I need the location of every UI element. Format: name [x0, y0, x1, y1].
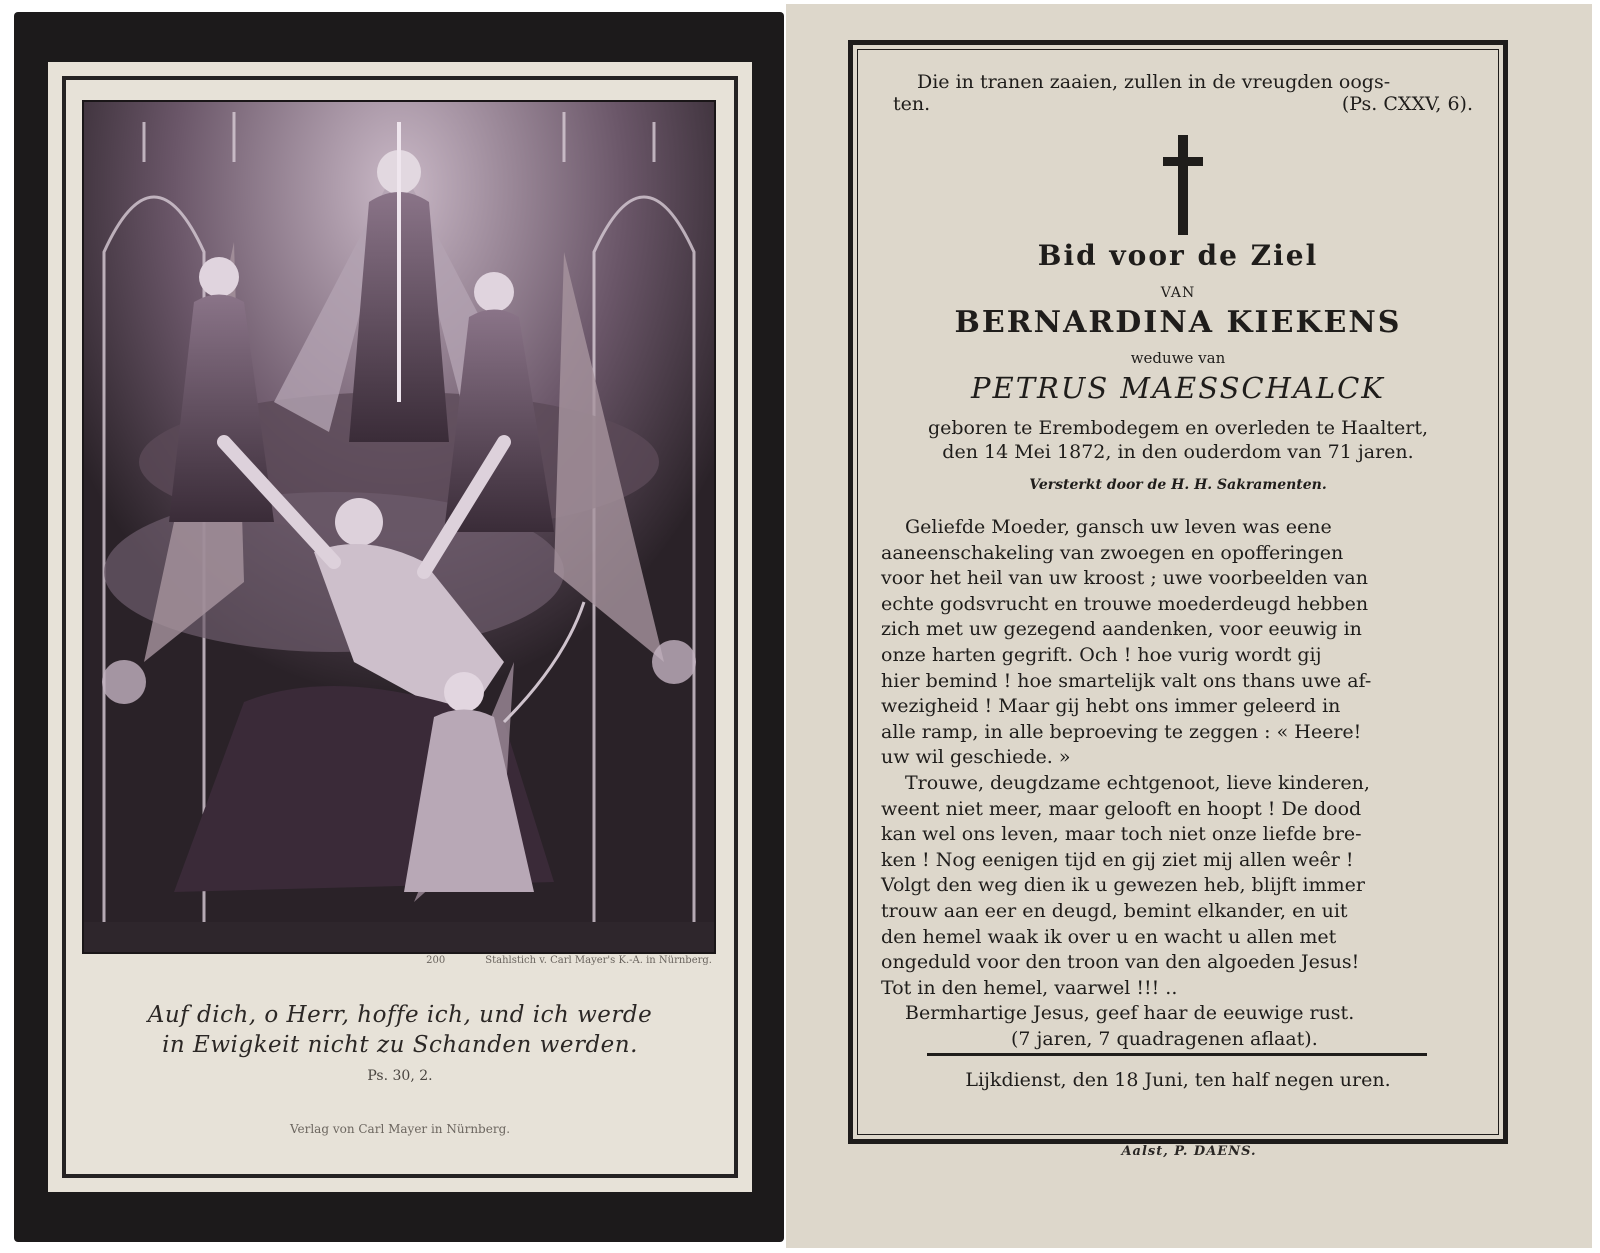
- eulogy-line: Tot in den hemel, vaarwel !!! ..: [881, 976, 1178, 999]
- eulogy-line: ongeduld voor den troon van den algoeden Jesus!: [881, 951, 1360, 974]
- engraving-number: 200: [426, 955, 446, 966]
- verse-line-2: in Ewigkeit nicht zu Schanden werden.: [162, 1032, 638, 1058]
- right-card-frame: [848, 40, 1508, 1144]
- eulogy-line: ken ! Nog eenigen tijd en gij ziet mij allen weêr !: [881, 848, 1354, 871]
- eulogy-line: trouw aan eer en deugd, bemint elkander, en uit: [881, 899, 1348, 922]
- widow-label: weduwe van: [1130, 349, 1226, 367]
- verse-reference: Ps. 30, 2.: [367, 1068, 433, 1084]
- eulogy-line: zich met uw gezegend aandenken, voor eeuwig in: [881, 618, 1362, 641]
- psalm-reference: (Ps. CXXV, 6).: [1341, 93, 1473, 115]
- engraving-illustration: [84, 102, 714, 952]
- psalm-quote-line-2: ten.: [893, 93, 931, 115]
- left-card: [14, 12, 784, 1242]
- eulogy-line: uw wil geschiede. »: [881, 746, 1071, 769]
- eulogy-line: alle ramp, in alle beproeving te zeggen : « Heere!: [881, 720, 1362, 743]
- eulogy-line: weent niet meer, maar gelooft en hoopt ! De dood: [881, 797, 1362, 820]
- right-card: [786, 4, 1592, 1248]
- birth-line-2: den 14 Mei 1872, in den ouderdom van 71 jaren.: [942, 441, 1414, 463]
- funeral-notice: Lijkdienst, den 18 Juni, ten half negen uren.: [965, 1069, 1391, 1091]
- separator-rule: [927, 1053, 1427, 1056]
- eulogy-line: echte godsvrucht en trouwe moederdeugd hebben: [881, 592, 1369, 615]
- left-card-paper: [48, 62, 752, 1192]
- left-publisher: Verlag von Carl Mayer in Nürnberg.: [289, 1122, 511, 1136]
- engraving-credit: [82, 955, 712, 966]
- psalm-quote-line-1: Die in tranen zaaien, zullen in de vreugden oogs-: [917, 71, 1391, 93]
- german-verse: [68, 1000, 732, 1060]
- cross-icon: [1163, 135, 1203, 235]
- angel-engraving-image: [82, 100, 716, 954]
- birth-line-1: geboren te Erembodegem en overleden te Haaltert,: [927, 417, 1429, 439]
- right-publisher: Aalst, P. DAENS.: [1121, 1144, 1257, 1159]
- eulogy-line: Trouwe, deugdzame echtgenoot, lieve kinderen,: [905, 771, 1370, 794]
- eulogy-line: hier bemind ! hoe smartelijk valt ons thans uwe af-: [881, 669, 1372, 692]
- sacraments-line: Versterkt door de H. H. Sakramenten.: [1029, 477, 1327, 493]
- eulogy-line: Volgt den weg dien ik u gewezen heb, blijft immer: [881, 874, 1365, 897]
- eulogy-line: kan wel ons leven, maar toch niet onze liefde bre-: [881, 823, 1362, 846]
- prayer-title: Bid voor de Ziel: [1037, 239, 1319, 272]
- verse-line-1: Auf dich, o Herr, hoffe ich, und ich werde: [147, 1002, 653, 1028]
- eulogy-line: wezigheid ! Maar gij hebt ons immer geleerd in: [881, 695, 1341, 718]
- eulogy-line: (7 jaren, 7 quadragenen aflaat).: [1011, 1027, 1318, 1050]
- eulogy-text: [881, 515, 1475, 1052]
- eulogy-line: Geliefde Moeder, gansch uw leven was eene: [905, 516, 1332, 538]
- eulogy-line: voor het heil van uw kroost ; uwe voorbeelden van: [881, 567, 1368, 590]
- eulogy-line: onze harten gegrift. Och ! hoe vurig wordt gij: [881, 643, 1322, 666]
- engraver-credit: Stahlstich v. Carl Mayer's K.-A. in Nürnberg.: [485, 955, 712, 966]
- deceased-name: BERNARDINA KIEKENS: [954, 305, 1402, 340]
- eulogy-line: Bermhartige Jesus, geef haar de eeuwige rust.: [905, 1002, 1355, 1025]
- husband-name: PETRUS MAESSCHALCK: [971, 371, 1385, 405]
- van-label: VAN: [1160, 285, 1196, 301]
- eulogy-line: aaneenschakeling van zwoegen en opofferingen: [881, 541, 1344, 564]
- eulogy-line: den hemel waak ik over u en wacht u allen met: [881, 925, 1337, 948]
